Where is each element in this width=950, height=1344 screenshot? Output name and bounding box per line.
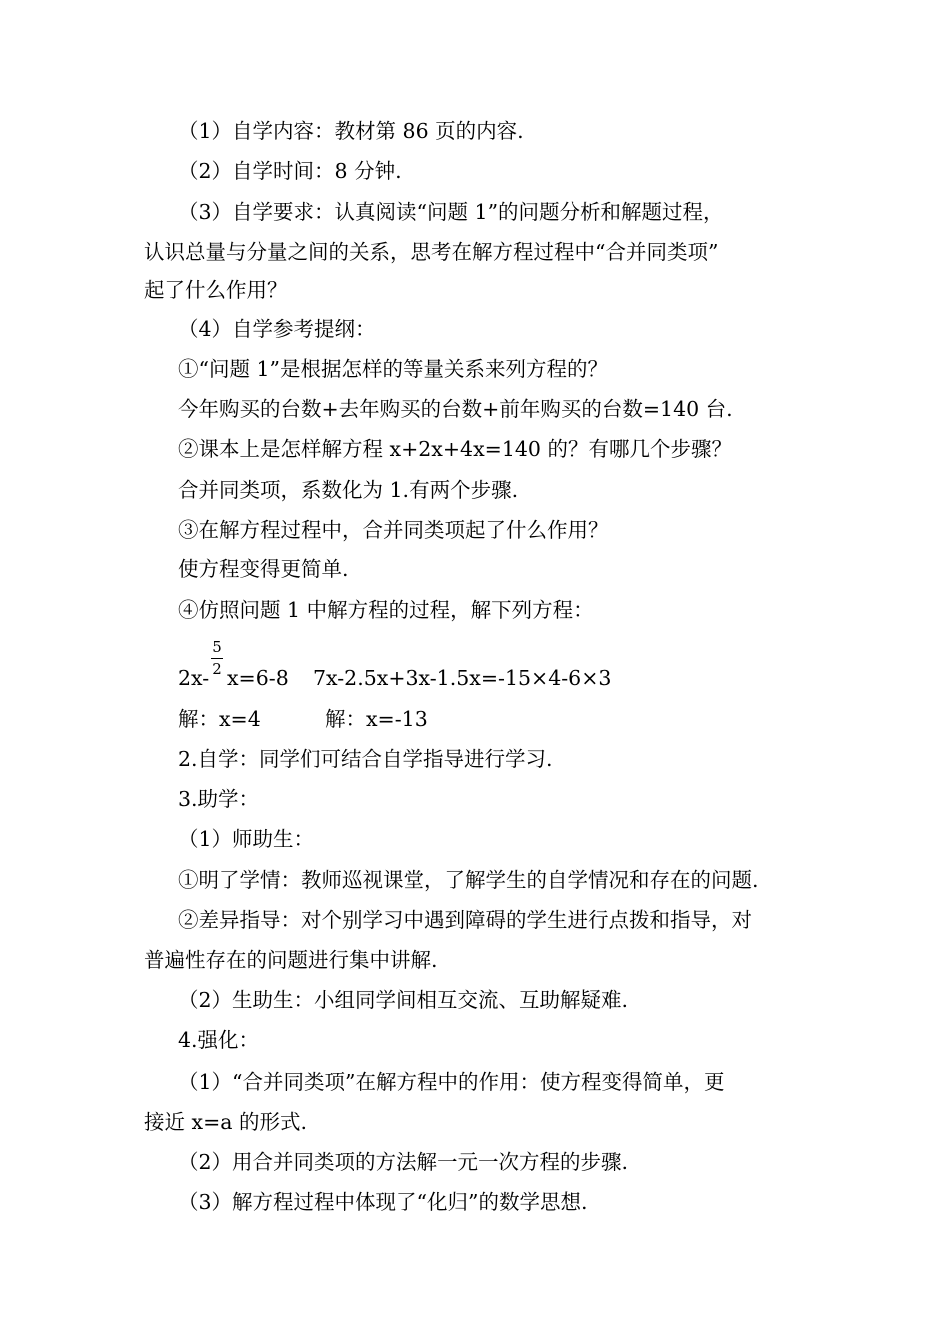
teacher-help-item-2-line2: 普遍性存在的问题进行集中讲解. (144, 948, 438, 972)
reinforce-item-2: （2）用合并同类项的方法解一元一次方程的步骤. (178, 1150, 629, 1174)
self-study-requirement-line3: 起了什么作用？ (144, 278, 288, 302)
fraction-denominator: 2 (212, 660, 222, 678)
step-reinforce-heading: 4.强化： (178, 1028, 260, 1052)
fraction-numerator: 5 (212, 638, 222, 656)
step-help-heading: 3.助学： (178, 787, 260, 811)
teacher-help-heading: （1）师助生： (178, 827, 315, 851)
outline-question-1: ①“问题 1”是根据怎样的等量关系来列方程的？ (178, 357, 609, 381)
outline-answer-3: 使方程变得更简单. (178, 557, 349, 581)
solution-1: 解：x=4 (178, 707, 261, 731)
reinforce-item-3: （3）解方程过程中体现了“化归”的数学思想. (178, 1190, 588, 1214)
self-study-time: （2）自学时间：8 分钟. (178, 159, 402, 183)
equation-1-right: x=6-8 (227, 666, 289, 690)
self-study-requirement-line1: （3）自学要求：认真阅读“问题 1”的问题分析和解题过程， (178, 200, 724, 224)
equation-1-left: 2x- (178, 666, 210, 690)
teacher-help-item-2-line1: ②差异指导：对个别学习中遇到障碍的学生进行点拨和指导，对 (178, 908, 752, 932)
outline-question-4: ④仿照问题 1 中解方程的过程，解下列方程： (178, 598, 594, 622)
outline-answer-1: 今年购买的台数+去年购买的台数+前年购买的台数=140 台. (178, 397, 733, 421)
equation-2: 7x-2.5x+3x-1.5x=-15×4-6×3 (313, 666, 612, 690)
self-study-requirement-line2: 认识总量与分量之间的关系，思考在解方程过程中“合并同类项” (144, 240, 719, 264)
reinforce-item-1-line1: （1）“合并同类项”在解方程中的作用：使方程变得简单，更 (178, 1070, 725, 1094)
fraction-bar (211, 658, 223, 659)
teacher-help-item-1: ①明了学情：教师巡视课堂，了解学生的自学情况和存在的问题. (178, 868, 759, 892)
student-help: （2）生助生：小组同学间相互交流、互助解疑难. (178, 988, 629, 1012)
step-self-study: 2.自学：同学们可结合自学指导进行学习. (178, 747, 553, 771)
outline-heading: （4）自学参考提纲： (178, 317, 376, 341)
outline-question-3: ③在解方程过程中，合并同类项起了什么作用？ (178, 518, 609, 542)
outline-answer-2: 合并同类项，系数化为 1.有两个步骤. (178, 478, 519, 502)
outline-question-2: ②课本上是怎样解方程 x+2x+4x=140 的？有哪几个步骤？ (178, 437, 732, 461)
reinforce-item-1-line2: 接近 x=a 的形式. (144, 1110, 308, 1134)
solution-2: 解：x=-13 (325, 707, 428, 731)
self-study-content: （1）自学内容：教材第 86 页的内容. (178, 119, 524, 143)
